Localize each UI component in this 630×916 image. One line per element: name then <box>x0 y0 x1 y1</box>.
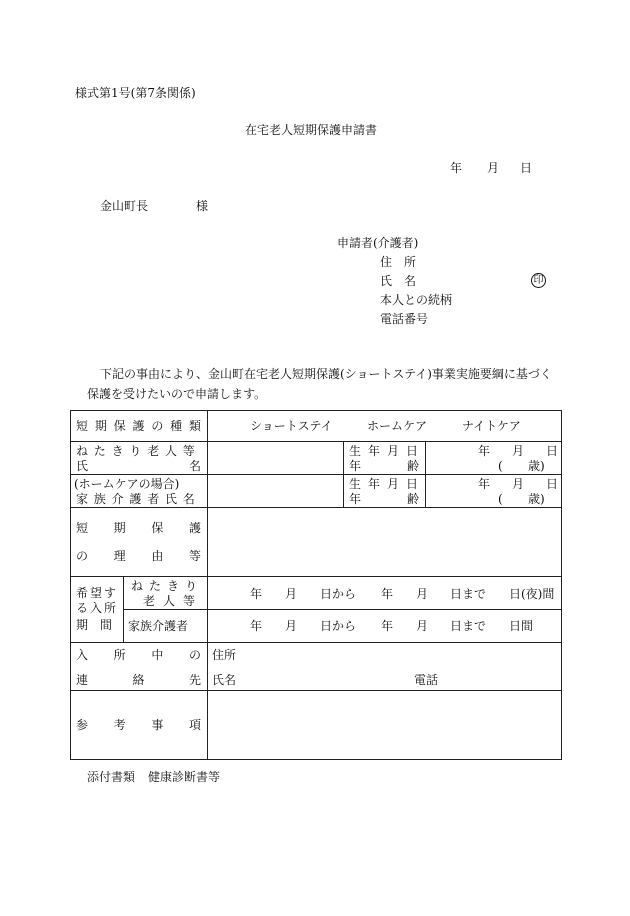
elderly-age-label-b: 齢 <box>406 459 419 473</box>
date-day: 日 <box>520 161 533 175</box>
caregiver-age-label-b: 齢 <box>406 492 419 506</box>
page-title: 在宅老人短期保護申請書 <box>245 123 378 137</box>
caregiver-age-label-a: 年 <box>349 492 362 506</box>
label-char: 類 <box>188 419 201 433</box>
label-char: 期 <box>113 521 126 535</box>
caregiver-age-label <box>349 492 419 506</box>
label-char: の <box>188 648 201 662</box>
caregiver-birth-month: 月 <box>512 477 525 491</box>
period-row1-year1: 年 <box>250 587 263 601</box>
addressee-name: 金山町長 <box>100 199 149 213</box>
period-row2-days: 日間 <box>509 619 534 633</box>
elderly-age-label-a: 年 <box>349 459 362 473</box>
applicant-relation-label: 本人との続柄 <box>380 293 453 307</box>
date-year: 年 <box>450 161 463 175</box>
label-char: 先 <box>188 673 201 687</box>
period-row2-year1: 年 <box>250 619 263 633</box>
label-char: 入 <box>76 648 89 662</box>
table-rule <box>70 576 562 577</box>
period-caregiver-label: 家族介護者 <box>128 619 189 633</box>
table-rule <box>425 441 426 507</box>
caregiver-label-line1: (ホームケアの場合) <box>74 477 180 491</box>
addressee-honorific: 様 <box>196 199 209 213</box>
notes-label-text <box>76 718 201 732</box>
elderly-birth-year: 年 <box>478 444 491 458</box>
label-char: 所 <box>113 648 126 662</box>
period-label-line1: 希望す <box>76 586 119 600</box>
period-row2-month2: 月 <box>416 619 429 633</box>
date-month: 月 <box>487 161 500 175</box>
period-elderly-label-line2: 老人等 <box>143 594 204 608</box>
elderly-label-line2 <box>76 459 201 473</box>
caregiver-birth-year: 年 <box>478 477 491 491</box>
elderly-age-open: ( <box>498 459 503 473</box>
applicant-heading: 申請者(介護者) <box>337 236 419 250</box>
elderly-label-b: 名 <box>188 459 201 473</box>
label-char: 護 <box>132 419 145 433</box>
elderly-birth-day: 日 <box>546 444 559 458</box>
label-char: 連 <box>76 673 89 687</box>
elderly-label-a: 氏 <box>76 459 89 473</box>
contact-address-label: 住所 <box>212 648 237 662</box>
period-row2-from: 日から <box>320 619 357 633</box>
period-label-line3: 期 間 <box>76 618 113 632</box>
label-char: の <box>151 419 164 433</box>
applicant-phone-label: 電話番号 <box>380 312 429 326</box>
reason-label-line2 <box>76 549 201 563</box>
contact-label-line1 <box>76 648 201 662</box>
table-rule <box>207 410 208 760</box>
contact-label-line2 <box>76 673 201 687</box>
elderly-age-unit: 歳) <box>528 459 545 473</box>
label-char: 護 <box>188 521 201 535</box>
contact-phone-label: 電話 <box>414 673 439 687</box>
period-row1-month1: 月 <box>285 587 298 601</box>
body-text-line1: 下記の事由により、金山町在宅老人短期保護(ショートステイ)事業実施要綱に基づく <box>100 367 552 381</box>
elderly-birth-month: 月 <box>512 444 525 458</box>
label-char: 絡 <box>132 673 145 687</box>
table-rule <box>70 690 562 691</box>
notes-label <box>76 718 201 732</box>
form-number: 様式第1号(第7条関係) <box>75 86 196 100</box>
period-elderly-label-line1: ねたきり <box>131 579 204 593</box>
label-char: 考 <box>113 718 126 732</box>
table-rule <box>123 576 124 642</box>
caregiver-label-line2: 家族介護者氏名 <box>76 492 201 506</box>
label-char: 保 <box>113 419 126 433</box>
table-rule <box>70 474 562 475</box>
attachments-label: 添付書類 <box>87 770 136 784</box>
applicant-address-label: 住 所 <box>380 255 417 269</box>
caregiver-birth-day: 日 <box>546 477 559 491</box>
label-char: 由 <box>151 549 164 563</box>
reason-label-line1 <box>76 521 201 535</box>
label-char: の <box>76 549 89 563</box>
period-row1-from: 日から <box>320 587 357 601</box>
label-char: 期 <box>94 419 107 433</box>
table-rule <box>70 441 562 442</box>
care-type-option-shortstay: ショートステイ <box>250 419 333 433</box>
caregiver-birth-label: 生年月日 <box>349 477 426 491</box>
label-char: 短 <box>76 419 89 433</box>
contact-label-line2-text <box>76 673 201 687</box>
label-char: 項 <box>188 718 201 732</box>
body-text-line2: 保護を受けたいので申請します。 <box>87 387 267 401</box>
table-rule <box>123 609 562 610</box>
elderly-age-label <box>349 459 419 473</box>
label-char: 参 <box>76 718 89 732</box>
care-type-label <box>76 419 201 433</box>
label-char: 保 <box>151 521 164 535</box>
period-row2-until: 日まで <box>450 619 487 633</box>
caregiver-age-unit: 歳) <box>528 492 545 506</box>
contact-name-label: 氏名 <box>212 673 237 687</box>
period-row1-year2: 年 <box>381 587 394 601</box>
elderly-birth-label: 生年月日 <box>349 444 426 458</box>
care-type-option-homecare: ホームケア <box>367 419 428 433</box>
care-type-option-nightcare: ナイトケア <box>462 419 521 433</box>
attachments-value: 健康診断書等 <box>148 770 221 784</box>
caregiver-age-open: ( <box>498 492 503 506</box>
care-type-label-text <box>76 419 201 433</box>
table-rule <box>343 441 344 507</box>
period-row2-month1: 月 <box>285 619 298 633</box>
seal-mark: 印 <box>531 273 546 288</box>
label-char: 短 <box>76 521 89 535</box>
table-rule <box>70 642 562 643</box>
label-char: 事 <box>151 718 164 732</box>
table-rule <box>70 507 562 508</box>
reason-label-line2-text <box>76 549 201 563</box>
label-char: 等 <box>188 549 201 563</box>
reason-label-line1-text <box>76 521 201 535</box>
period-row1-month2: 月 <box>416 587 429 601</box>
label-char: 中 <box>151 648 164 662</box>
label-char: 種 <box>170 419 183 433</box>
applicant-name-label: 氏 名 <box>380 274 417 288</box>
contact-label-line1-text <box>76 648 201 662</box>
period-row1-days: 日(夜)間 <box>509 587 555 601</box>
elderly-label-line1: ねたきり老人等 <box>76 444 201 458</box>
label-char: 理 <box>113 549 126 563</box>
period-row1-until: 日まで <box>450 587 487 601</box>
period-row2-year2: 年 <box>381 619 394 633</box>
period-label-line2: る入所 <box>76 601 119 615</box>
